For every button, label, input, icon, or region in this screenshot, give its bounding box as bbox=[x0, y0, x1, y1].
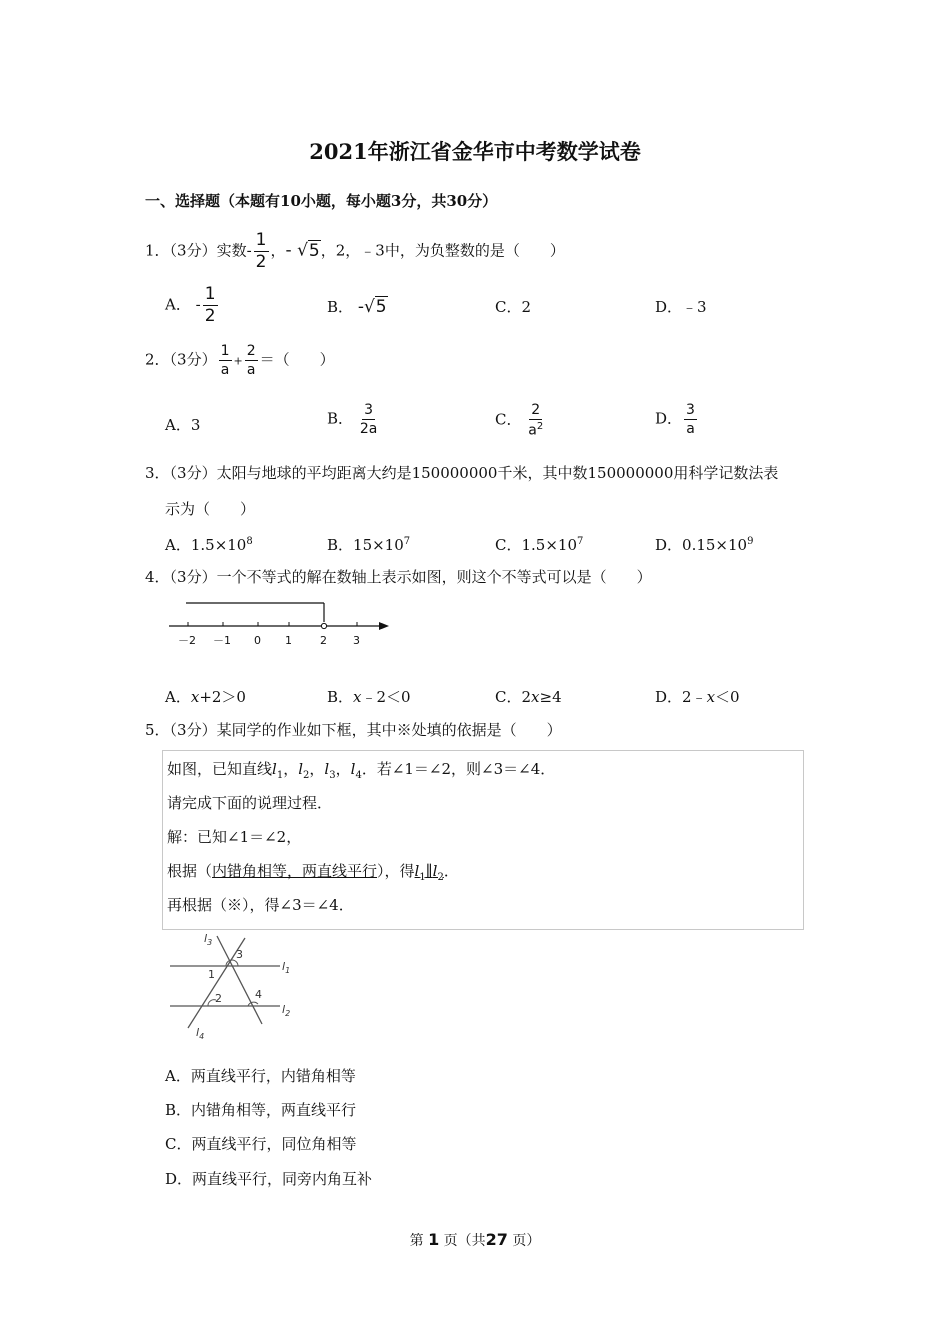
section-heading: 一、选择题（本题有10小题，每小题3分，共30分） bbox=[145, 192, 498, 210]
box-text: ．若∠1＝∠2，则∠3＝∠4． bbox=[361, 760, 556, 778]
exponent: 8 bbox=[246, 536, 253, 547]
fraction bbox=[684, 403, 697, 436]
option-a bbox=[165, 686, 246, 707]
numerator: 2 bbox=[246, 343, 256, 359]
subscript: 4 bbox=[355, 770, 362, 781]
page-title: 2021年浙江省金华市中考数学试卷 bbox=[309, 139, 641, 164]
option-b bbox=[327, 296, 388, 317]
denominator: a bbox=[246, 362, 256, 378]
numerator: 1 bbox=[255, 230, 267, 250]
question-stem: （3分）实数 bbox=[169, 241, 247, 260]
page-total: 27 bbox=[485, 1230, 508, 1249]
box-line-2: 请完成下面的说理过程． bbox=[167, 794, 333, 812]
box-text: ），得 bbox=[377, 862, 415, 880]
separator: ， bbox=[270, 241, 286, 260]
denominator: a bbox=[686, 421, 695, 437]
option-text: A．1.5×10 bbox=[165, 536, 247, 554]
question-stem-end: ＝（ ） bbox=[259, 350, 335, 369]
option-text: C．1.5×10 bbox=[495, 536, 577, 554]
fraction bbox=[203, 286, 218, 325]
question-number: 2． bbox=[145, 350, 170, 369]
question-2 bbox=[145, 344, 335, 377]
line-symbol: l bbox=[432, 862, 438, 880]
option-c bbox=[495, 686, 562, 707]
arrow-head bbox=[379, 622, 389, 630]
question-3: 3．（3分）太阳与地球的平均距离大约是150000000千米，其中数150000000用科学记数法表 bbox=[145, 464, 779, 482]
angle-3-label: 3 bbox=[236, 948, 243, 961]
page-footer bbox=[0, 1230, 950, 1250]
option-label: B． bbox=[327, 409, 354, 428]
numerator: 3 bbox=[686, 402, 695, 418]
fraction bbox=[528, 403, 543, 438]
option-text: D．0.15×10 bbox=[655, 536, 748, 554]
option-label: A． bbox=[165, 295, 191, 314]
radicand: 5 bbox=[375, 297, 387, 317]
minus-sign: - bbox=[195, 295, 201, 314]
question-number: 1． bbox=[145, 241, 170, 260]
subscript: 1 bbox=[419, 872, 426, 883]
variable: x bbox=[353, 688, 362, 706]
question-4: 4．（3分）一个不等式的解在数轴上表示如图，则这个不等式可以是（ ） bbox=[145, 568, 652, 586]
sqrt-symbol: √ bbox=[363, 297, 375, 317]
subscript: 1 bbox=[276, 770, 284, 781]
page-number: 1 bbox=[428, 1230, 440, 1249]
label-l4: $l_4$ bbox=[196, 1026, 205, 1041]
parallel-lines-figure bbox=[162, 928, 302, 1043]
exponent: 7 bbox=[577, 536, 584, 547]
box-line-5: 再根据（※），得∠3＝∠4． bbox=[167, 896, 354, 914]
exponent: 2 bbox=[536, 421, 544, 432]
numerator: 1 bbox=[204, 284, 216, 304]
separator: ， bbox=[335, 760, 351, 778]
option-c bbox=[495, 403, 545, 438]
option-label: B． bbox=[327, 298, 354, 316]
variable: x bbox=[190, 688, 200, 706]
option-label: C．2 bbox=[495, 688, 532, 706]
open-endpoint bbox=[321, 623, 326, 628]
footer-text: 第 bbox=[409, 1233, 424, 1249]
option-label: D．2﹣ bbox=[655, 688, 707, 706]
option-label: C． bbox=[495, 410, 522, 429]
option-c bbox=[495, 534, 583, 555]
line-symbol: l bbox=[324, 760, 330, 778]
tick-label: 0 bbox=[254, 634, 261, 647]
numerator: 2 bbox=[531, 402, 541, 418]
minus-sign: - bbox=[285, 240, 292, 261]
minus-sign: - bbox=[246, 241, 252, 260]
option-text: ﹣2＜0 bbox=[361, 688, 411, 706]
option-d: D．﹣3 bbox=[655, 298, 707, 316]
question-1 bbox=[145, 232, 565, 271]
exponent: 9 bbox=[747, 536, 754, 547]
angle-1-label: 1 bbox=[208, 968, 215, 981]
option-b bbox=[327, 403, 379, 436]
option-label: D． bbox=[655, 409, 683, 428]
subscript: 2 bbox=[437, 872, 444, 883]
option-d bbox=[655, 534, 753, 555]
footer-text: 页（共 bbox=[443, 1233, 486, 1249]
subscript: 2 bbox=[303, 770, 310, 781]
fraction bbox=[360, 403, 378, 436]
base: a bbox=[528, 422, 537, 439]
box-line-4 bbox=[167, 860, 459, 883]
plus-sign: + bbox=[233, 354, 243, 368]
label-l1: $l_1$ bbox=[282, 960, 291, 975]
footer-text: 页） bbox=[512, 1233, 541, 1249]
option-b bbox=[327, 686, 411, 707]
sqrt-symbol: √ bbox=[297, 240, 308, 261]
option-d bbox=[655, 686, 740, 707]
fraction bbox=[254, 232, 269, 271]
box-line-1 bbox=[167, 758, 555, 781]
option-a bbox=[165, 534, 253, 555]
box-text: 根据（ bbox=[167, 862, 213, 880]
option-label: A． bbox=[165, 688, 191, 706]
line-symbol: l bbox=[298, 760, 304, 778]
line-symbol: l bbox=[350, 760, 356, 778]
question-3-cont: 示为（ ） bbox=[165, 500, 256, 518]
option-a bbox=[165, 286, 220, 325]
denominator: a bbox=[220, 362, 230, 378]
option-d: D．两直线平行，同旁内角互补 bbox=[165, 1170, 373, 1188]
option-b: B．内错角相等，两直线平行 bbox=[165, 1101, 357, 1119]
box-text: ． bbox=[443, 862, 459, 880]
minus-sign: - bbox=[357, 297, 364, 317]
tick-label: 1 bbox=[285, 634, 292, 647]
box-line-3: 解：已知∠1＝∠2， bbox=[167, 828, 302, 846]
label-l2: $l_2$ bbox=[282, 1003, 291, 1018]
box-text: 如图，已知直线 bbox=[167, 760, 273, 778]
option-text: B．15×10 bbox=[327, 536, 404, 554]
numerator: 3 bbox=[364, 402, 374, 418]
label-l3: $l_3$ bbox=[204, 932, 213, 947]
option-text: ≥4 bbox=[539, 688, 562, 706]
question-stem: （3分） bbox=[169, 350, 217, 369]
option-b bbox=[327, 534, 410, 555]
tick-label: 3 bbox=[353, 634, 360, 647]
radicand: 5 bbox=[308, 240, 320, 261]
question-5: 5．（3分）某同学的作业如下框，其中※处填的依据是（ ） bbox=[145, 721, 562, 739]
option-text: +2＞0 bbox=[199, 688, 246, 706]
parallel-statement bbox=[414, 862, 444, 883]
angle-2-label: 2 bbox=[215, 992, 222, 1005]
tick-label: －1 bbox=[213, 634, 231, 647]
separator: ， bbox=[309, 760, 325, 778]
subscript: 3 bbox=[329, 770, 336, 781]
option-a: A．两直线平行，内错角相等 bbox=[165, 1067, 356, 1085]
numerator: 1 bbox=[220, 343, 230, 359]
sqrt-expression bbox=[358, 296, 388, 317]
option-text: ＜0 bbox=[715, 688, 740, 706]
fraction bbox=[219, 344, 232, 377]
tick-label: －2 bbox=[178, 634, 196, 647]
fraction bbox=[245, 344, 258, 377]
option-d bbox=[655, 403, 699, 436]
parallel-symbol: ∥ bbox=[425, 862, 433, 880]
variable: x bbox=[706, 688, 716, 706]
line-symbol: l bbox=[272, 760, 277, 778]
option-c: C．2 bbox=[495, 298, 532, 316]
tick-label: 2 bbox=[320, 634, 327, 647]
denominator bbox=[528, 420, 543, 438]
separator: ， bbox=[283, 760, 299, 778]
line-symbol: l bbox=[414, 862, 420, 880]
underlined-answer: 内错角相等，两直线平行 bbox=[212, 862, 378, 880]
sqrt-expression bbox=[286, 240, 321, 261]
question-stem-end: ，2，﹣3中，为负整数的是（ ） bbox=[320, 241, 565, 260]
option-label: B． bbox=[327, 688, 354, 706]
denominator: 2 bbox=[255, 252, 267, 272]
variable: x bbox=[531, 688, 540, 706]
number-line-figure bbox=[165, 598, 395, 650]
option-a: A．3 bbox=[165, 416, 201, 434]
denominator: 2a bbox=[359, 421, 378, 437]
exponent: 7 bbox=[403, 536, 411, 547]
angle-4-label: 4 bbox=[255, 988, 262, 1001]
option-c: C．两直线平行，同位角相等 bbox=[165, 1135, 357, 1153]
denominator: 2 bbox=[204, 306, 216, 326]
